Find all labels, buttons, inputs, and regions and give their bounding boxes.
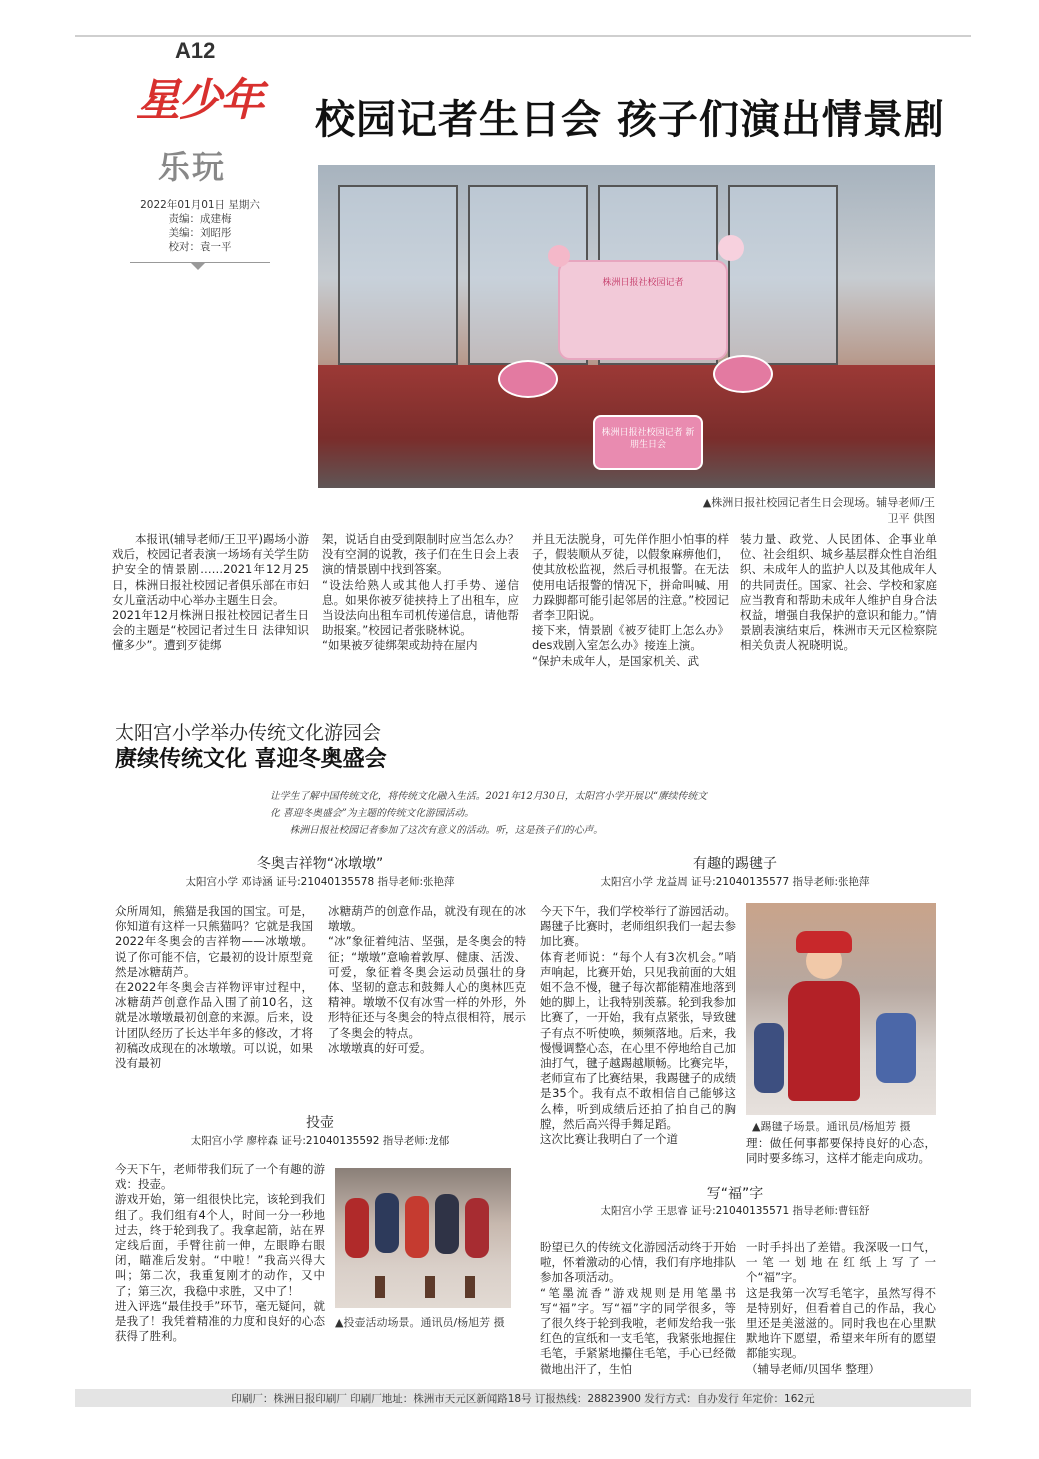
edition-meta bbox=[130, 198, 270, 254]
article-3-text-1: 今天下午，老师带我们玩了一个有趣的游戏：投壶。 游戏开始，第一组很快比完，该轮到我们组了。我们组有4个人，时间一分一秒地过去，终于轮到我了。我拿起箭，站在界定线后面，手臂往前一伸，左眼睁右眼闭，瞄准后发射。“中啦！”我高兴得大叫；第二次，我重复刚才的动作，又中了；第三次，我稳中求胜，又中了！ 进入评选“最佳投手”环节，毫无疑问，就是我了！我凭着精准的力度和良好的心态获得了胜利。 bbox=[115, 1162, 325, 1344]
column-name: 乐玩 bbox=[158, 148, 227, 186]
feature-intro-line-2: 化 喜迎冬奥盛会”为主题的传统文化游园活动。 bbox=[270, 808, 475, 819]
main-headline: 校园记者生日会 孩子们演出情景剧 bbox=[315, 97, 945, 143]
feature-intro-line-3: 株洲日报社校园记者参加了这次有意义的活动。听，这是孩子们的心声。 bbox=[289, 825, 604, 836]
editor-credit: 责编：成建梅 bbox=[168, 213, 232, 225]
printing-info: 印刷厂：株洲日报印刷厂 印刷厂地址：株洲市天元区新闻路18号 订报热线：28823900 发行方式：自办发行 年定价：162元 bbox=[231, 1393, 815, 1405]
article-1-column-2 bbox=[328, 904, 526, 1056]
main-article-column-3 bbox=[532, 532, 729, 669]
main-article-text-4: 装力量、政党、人民团体、企事业单位、社会组织、城乡基层群众性自治组织、未成年人的监护人以及其他成年人的共同责任。国家、社会、学校和家庭应当教育和帮助未成年人维护自身合法权益，增强自我保护的意识和能力。”情景剧表演结束后，株洲市天元区检察院相关负责人祝晓明说。 bbox=[740, 532, 937, 653]
main-photo bbox=[318, 165, 935, 488]
proofreader-credit: 校对：袁一平 bbox=[168, 241, 232, 253]
article-1-byline: 太阳宫小学 邓诗涵 证号:21040135578 指导老师:张艳萍 bbox=[185, 876, 455, 888]
article-4-title: 写“福”字 bbox=[706, 1186, 764, 1202]
feature-intro-line-1: 让学生了解中国传统文化，将传统文化融入生活。2021年12月30日，太阳宫小学开展以“赓续传统文 bbox=[270, 791, 707, 802]
main-article-text-1: 本报讯(辅导老师/王卫平)踢场小游戏后，校园记者表演一场场有关学生防护安全的情景剧……2021年12月25日，株洲日报社校园记者俱乐部在市妇女儿童活动中心举办主题生日会。 2021年12月株洲日报社校园记者生日会的主题是“校园记者过生日 法律知识懂多少”。遭到歹徒绑 bbox=[112, 532, 309, 653]
article-4-byline: 太阳宫小学 王思睿 证号:21040135571 指导老师:曹钰舒 bbox=[600, 1205, 870, 1217]
article-3-column-1 bbox=[115, 1162, 325, 1344]
feature-intro bbox=[270, 788, 810, 839]
page-number: A12 bbox=[175, 38, 216, 63]
article-2-byline: 太阳宫小学 龙益周 证号:21040135577 指导老师:张艳萍 bbox=[600, 876, 870, 888]
article-2-title: 有趣的踢毽子 bbox=[693, 856, 777, 872]
photo-banner-bottom: 株洲日报社校园记者 新朋生日会 bbox=[601, 428, 695, 450]
main-article-column-4 bbox=[740, 532, 937, 654]
photo-banner-top: 株洲日报社校园记者 bbox=[602, 278, 684, 288]
main-photo-caption: ▲株洲日报社校园记者生日会现场。辅导老师/王卫平 供图 bbox=[702, 496, 935, 525]
brand-logo bbox=[136, 64, 262, 128]
main-article-text-3: 并且无法脱身，可先佯作胆小怕事的样子，假装顺从歹徒，以假象麻痹他们，使其放松监视，然后寻机报警。在无法使用电话报警的情况下，拼命叫喊、用力跺脚都可能引起邻居的注意。”校园记者李卫阳说。 接下来，情景剧《被歹徒盯上怎么办》des戏剧入室怎么办》接连上演。 “保护未成年人，是国家机关、武 bbox=[532, 532, 729, 668]
article-2-text-1: 今天下午，我们学校举行了游园活动。踢毽子比赛时，老师组织我们一起去参加比赛。 体育老师说：“每个人有3次机会。”哨声响起，比赛开始，只见我前面的大姐姐不急不慢，毽子每次都能精准地落到她的脚上，让我特别羡慕。轮到我参加比赛了，一开始，我有点紧张，导致毽子有点不听使唤，频频落地。后来，我慢慢调整心态，在心里不停地给自己加油打气，毽子越踢越顺畅。比赛完毕，老师宣布了比赛结果，我踢毽子的成绩是35个。我有点不敢相信自己能够这么棒，听到成绩后还拍了拍自己的胸膛，然后高兴得手舞足蹈。 这次比赛让我明白了一个道 bbox=[540, 904, 736, 1147]
feature-kicker: 太阳宫小学举办传统文化游园会 bbox=[115, 722, 382, 744]
feature-headline: 赓续传统文化 喜迎冬奥盛会 bbox=[115, 747, 387, 772]
article-3-byline: 太阳宫小学 廖梓森 证号:21040135592 指导老师:龙郁 bbox=[190, 1135, 450, 1147]
pitch-pot-photo-caption: ▲投壶活动场景。通讯员/杨旭芳 摄 bbox=[335, 1316, 505, 1329]
article-1-title: 冬奥吉祥物“冰墩墩” bbox=[256, 856, 384, 872]
article-2-column-1 bbox=[540, 904, 736, 1147]
shuttlecock-photo bbox=[746, 903, 936, 1115]
article-3-title: 投壶 bbox=[306, 1115, 334, 1131]
main-article-text-2: 架，说话自由受到限制时应当怎么办？没有空洞的说教，孩子们在生日会上表演的情景剧中找到答案。 “设法给熟人或其他人打手势、递信息。如果你被歹徒挟持上了出租车，应当设法向出租车司机传递信息，请他帮助报案。”校园记者张晓林说。 “如果被歹徒绑架或劫持在屋内 bbox=[322, 532, 519, 653]
article-1-text-1: 众所周知，熊猫是我国的国宝。可是，你知道有这样一只熊猫吗？它就是我国2022年冬奥会的吉祥物——冰墩墩。说了你可能不信，它最初的设计原型竟然是冰糖葫芦。 在2022年冬奥会吉祥物评审过程中，冰糖葫芦创意作品入围了前10名，这就是冰墩墩最初创意的来源。后来，设计团队经历了长达半年多的修改，才将初稿改成现在的冰墩墩。可以说，如果没有最初 bbox=[115, 904, 313, 1071]
meta-divider-arrow bbox=[190, 262, 206, 270]
article-2-text-2: 理：做任何事都要保持良好的心态，同时要多练习，这样才能走向成功。 bbox=[746, 1136, 936, 1166]
top-rule bbox=[75, 35, 971, 37]
issue-date: 2022年01月01日 星期六 bbox=[140, 199, 260, 211]
article-1-text-2: 冰糖葫芦的创意作品，就没有现在的冰墩墩。 “冰”象征着纯洁、坚强，是冬奥会的特征；“墩墩”意喻着敦厚、健康、活泼、可爱，象征着冬奥会运动员强壮的身体、坚韧的意志和鼓舞人心的奥林匹克精神。墩墩不仅有冰雪一样的外形，外形特征还与冬奥会的特点很相符，展示了冬奥会的特点。 冰墩墩真的好可爱。 bbox=[328, 904, 526, 1055]
designer-credit: 美编：刘昭彤 bbox=[168, 227, 232, 239]
article-4-text-1: 盼望已久的传统文化游园活动终于开始啦，怀着激动的心情，我们有序地排队参加各项活动。 “笔墨流香”游戏规则是用笔墨书写“福”字。写“福”字的同学很多，等了很久终于轮到我啦，老师发给我一张红色的宣纸和一支毛笔，我紧张地握住毛笔，手紧紧地攥住毛笔，手心已经微微地出汗了，生怕 bbox=[540, 1240, 736, 1376]
pitch-pot-photo bbox=[335, 1168, 511, 1308]
main-article-column-1 bbox=[112, 532, 309, 654]
article-4-text-2: 一时手抖出了差错。我深吸一口气，一笔一划地在红纸上写了一个“福”字。 这是我第一次写毛笔字，虽然写得不是特别好，但看着自己的作品，我心里还是美滋滋的。同时我也在心里默默地许下愿望，希望来年所有的愿望都能实现。 （辅导老师/贝国华 整理） bbox=[746, 1240, 936, 1376]
article-2-column-2 bbox=[746, 1136, 936, 1166]
shuttlecock-photo-caption: ▲踢毽子场景。通讯员/杨旭芳 摄 bbox=[752, 1120, 911, 1133]
article-1-column-1 bbox=[115, 904, 313, 1071]
main-article-column-2 bbox=[322, 532, 519, 654]
brand-name: 星少年 bbox=[136, 75, 262, 126]
article-4-column-2 bbox=[746, 1240, 936, 1377]
article-4-column-1 bbox=[540, 1240, 736, 1377]
